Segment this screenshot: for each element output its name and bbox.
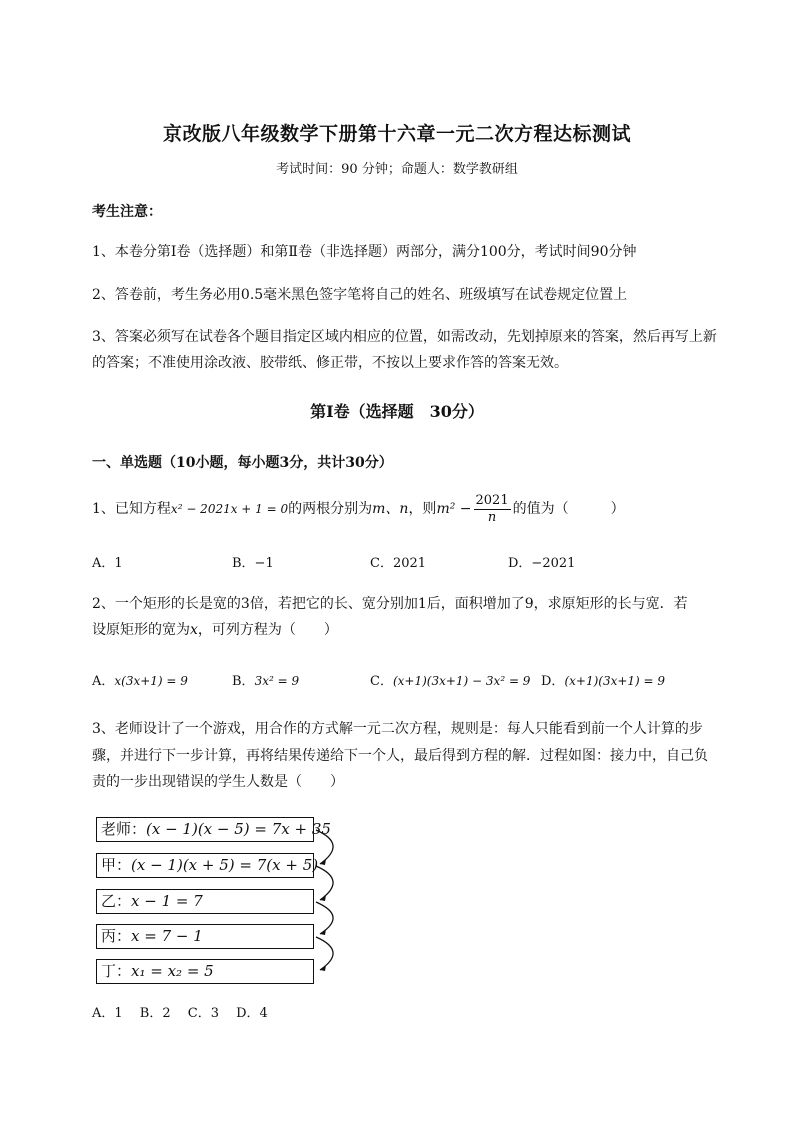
q2-line1: 2、一个矩形的长是宽的3倍，若把它的长、宽分别加1后，面积增加了9，求原矩形的长与宽．若: [92, 596, 688, 612]
notice-item-3-cont: 的答案；不准使用涂改液、胶带纸、修正带，不按以上要求作答的答案无效。: [92, 355, 568, 371]
q1-suffix: 的值为（ ）: [512, 501, 625, 517]
q1-option-c: C．2021: [370, 556, 427, 571]
q1-expr-left: m² −: [436, 501, 472, 517]
q2-option-b: [232, 670, 299, 689]
step-box-teacher: [96, 817, 331, 842]
arrow-4: [316, 937, 333, 970]
step-ding-who: 丁：: [101, 962, 132, 980]
q1-roots: m、n: [372, 501, 409, 517]
part-heading: 一、单选题（10小题，每小题3分，共计30分）: [92, 455, 393, 471]
q3-line2: 骤，并进行下一步计算，再将结果传递给下一个人，最后得到方程的解．过程如图：接力中，自己负: [92, 748, 708, 764]
q3-line1: 3、老师设计了一个游戏，用合作的方式解一元二次方程，规则是：每人只能看到前一个人计算的步: [92, 721, 703, 737]
q1-then: ，则: [408, 501, 437, 517]
step-box-ding: [96, 959, 314, 984]
arrowhead-2: [320, 895, 326, 901]
q1-option-d: D．−2021: [508, 556, 576, 571]
notice-item-1: 1、本卷分第Ⅰ卷（选择题）和第Ⅱ卷（非选择题）两部分，满分100分，考试时间90分钟: [92, 244, 637, 260]
q2-line2-suffix: ，可列方程为（ ）: [197, 622, 338, 638]
q2-option-b-label: B．: [232, 674, 255, 689]
step-yi-expr: x − 1 = 7: [131, 892, 203, 910]
step-teacher-who: 老师：: [101, 820, 147, 838]
q1-frac-num: 2021: [475, 492, 509, 508]
q2-option-a-label: A．: [92, 674, 115, 689]
exam-info: 考试时间：90 分钟；命题人：数学教研组: [276, 162, 518, 177]
q3-line3: 责的一步出现错误的学生人数是（ ）: [92, 774, 344, 790]
step-jia-expr: (x − 1)(x + 5) = 7(x + 5): [131, 856, 319, 874]
q3-options: A．1 B．2 C．3 D．4: [92, 1006, 268, 1021]
arrow-2: [316, 866, 333, 900]
q2-option-c-label: C．: [370, 674, 393, 689]
q2-option-a: [92, 670, 188, 689]
notice-item-3: 3、答案必须写在试卷各个题目指定区域内相应的位置，如需改动，先划掉原来的答案，然后再写上新: [92, 329, 717, 345]
q1-middle: 的两根分别为: [288, 501, 373, 517]
arrow-1: [316, 830, 333, 864]
notice-item-2: 2、答卷前，考生务必用0.5毫米黑色签字笔将自己的姓名、班级填写在试卷规定位置上: [92, 287, 628, 303]
step-yi-who: 乙：: [101, 892, 132, 910]
arrowhead-4: [320, 965, 326, 971]
step-jia-who: 甲：: [101, 856, 132, 874]
q1-prefix: 1、已知方程: [92, 501, 171, 517]
q2-line2: [92, 619, 338, 639]
question-1: [92, 492, 625, 526]
q2-var: x: [190, 622, 198, 638]
q1-option-a: A．1: [92, 556, 123, 571]
q1-frac-den: n: [487, 509, 497, 525]
step-box-bing: [96, 924, 314, 949]
step-teacher-expr: (x − 1)(x − 5) = 7x + 35: [146, 820, 331, 838]
q2-option-d-label: D．: [541, 674, 565, 689]
q1-option-b: B．−1: [232, 556, 274, 571]
arrowhead-1: [320, 859, 326, 865]
q2-option-c-expr: (x+1)(3x+1) − 3x² = 9: [392, 674, 531, 688]
q2-option-a-expr: x(3x+1) = 9: [114, 674, 188, 688]
arrowhead-3: [320, 929, 326, 935]
arrow-3: [316, 902, 333, 934]
step-bing-expr: x = 7 − 1: [131, 927, 203, 945]
notice-heading: 考生注意：: [92, 204, 162, 220]
q1-equation: x² − 2021x + 1 = 0: [170, 502, 289, 516]
relay-arrows: [312, 820, 352, 980]
step-box-yi: [96, 889, 314, 914]
q2-line2-prefix: 设原矩形的宽为: [92, 622, 190, 638]
step-ding-expr: x₁ = x₂ = 5: [131, 962, 214, 980]
q1-fraction: [474, 493, 511, 526]
q2-option-d: [541, 670, 665, 689]
step-box-jia: [96, 853, 319, 878]
step-bing-who: 丙：: [101, 927, 132, 945]
q2-option-c: [370, 670, 530, 689]
page-title: 京改版八年级数学下册第十六章一元二次方程达标测试: [162, 123, 631, 145]
q2-option-b-expr: 3x² = 9: [254, 674, 300, 688]
q2-option-d-expr: (x+1)(3x+1) = 9: [564, 674, 666, 688]
section-title: 第Ⅰ卷（选择题 30分）: [310, 402, 484, 421]
